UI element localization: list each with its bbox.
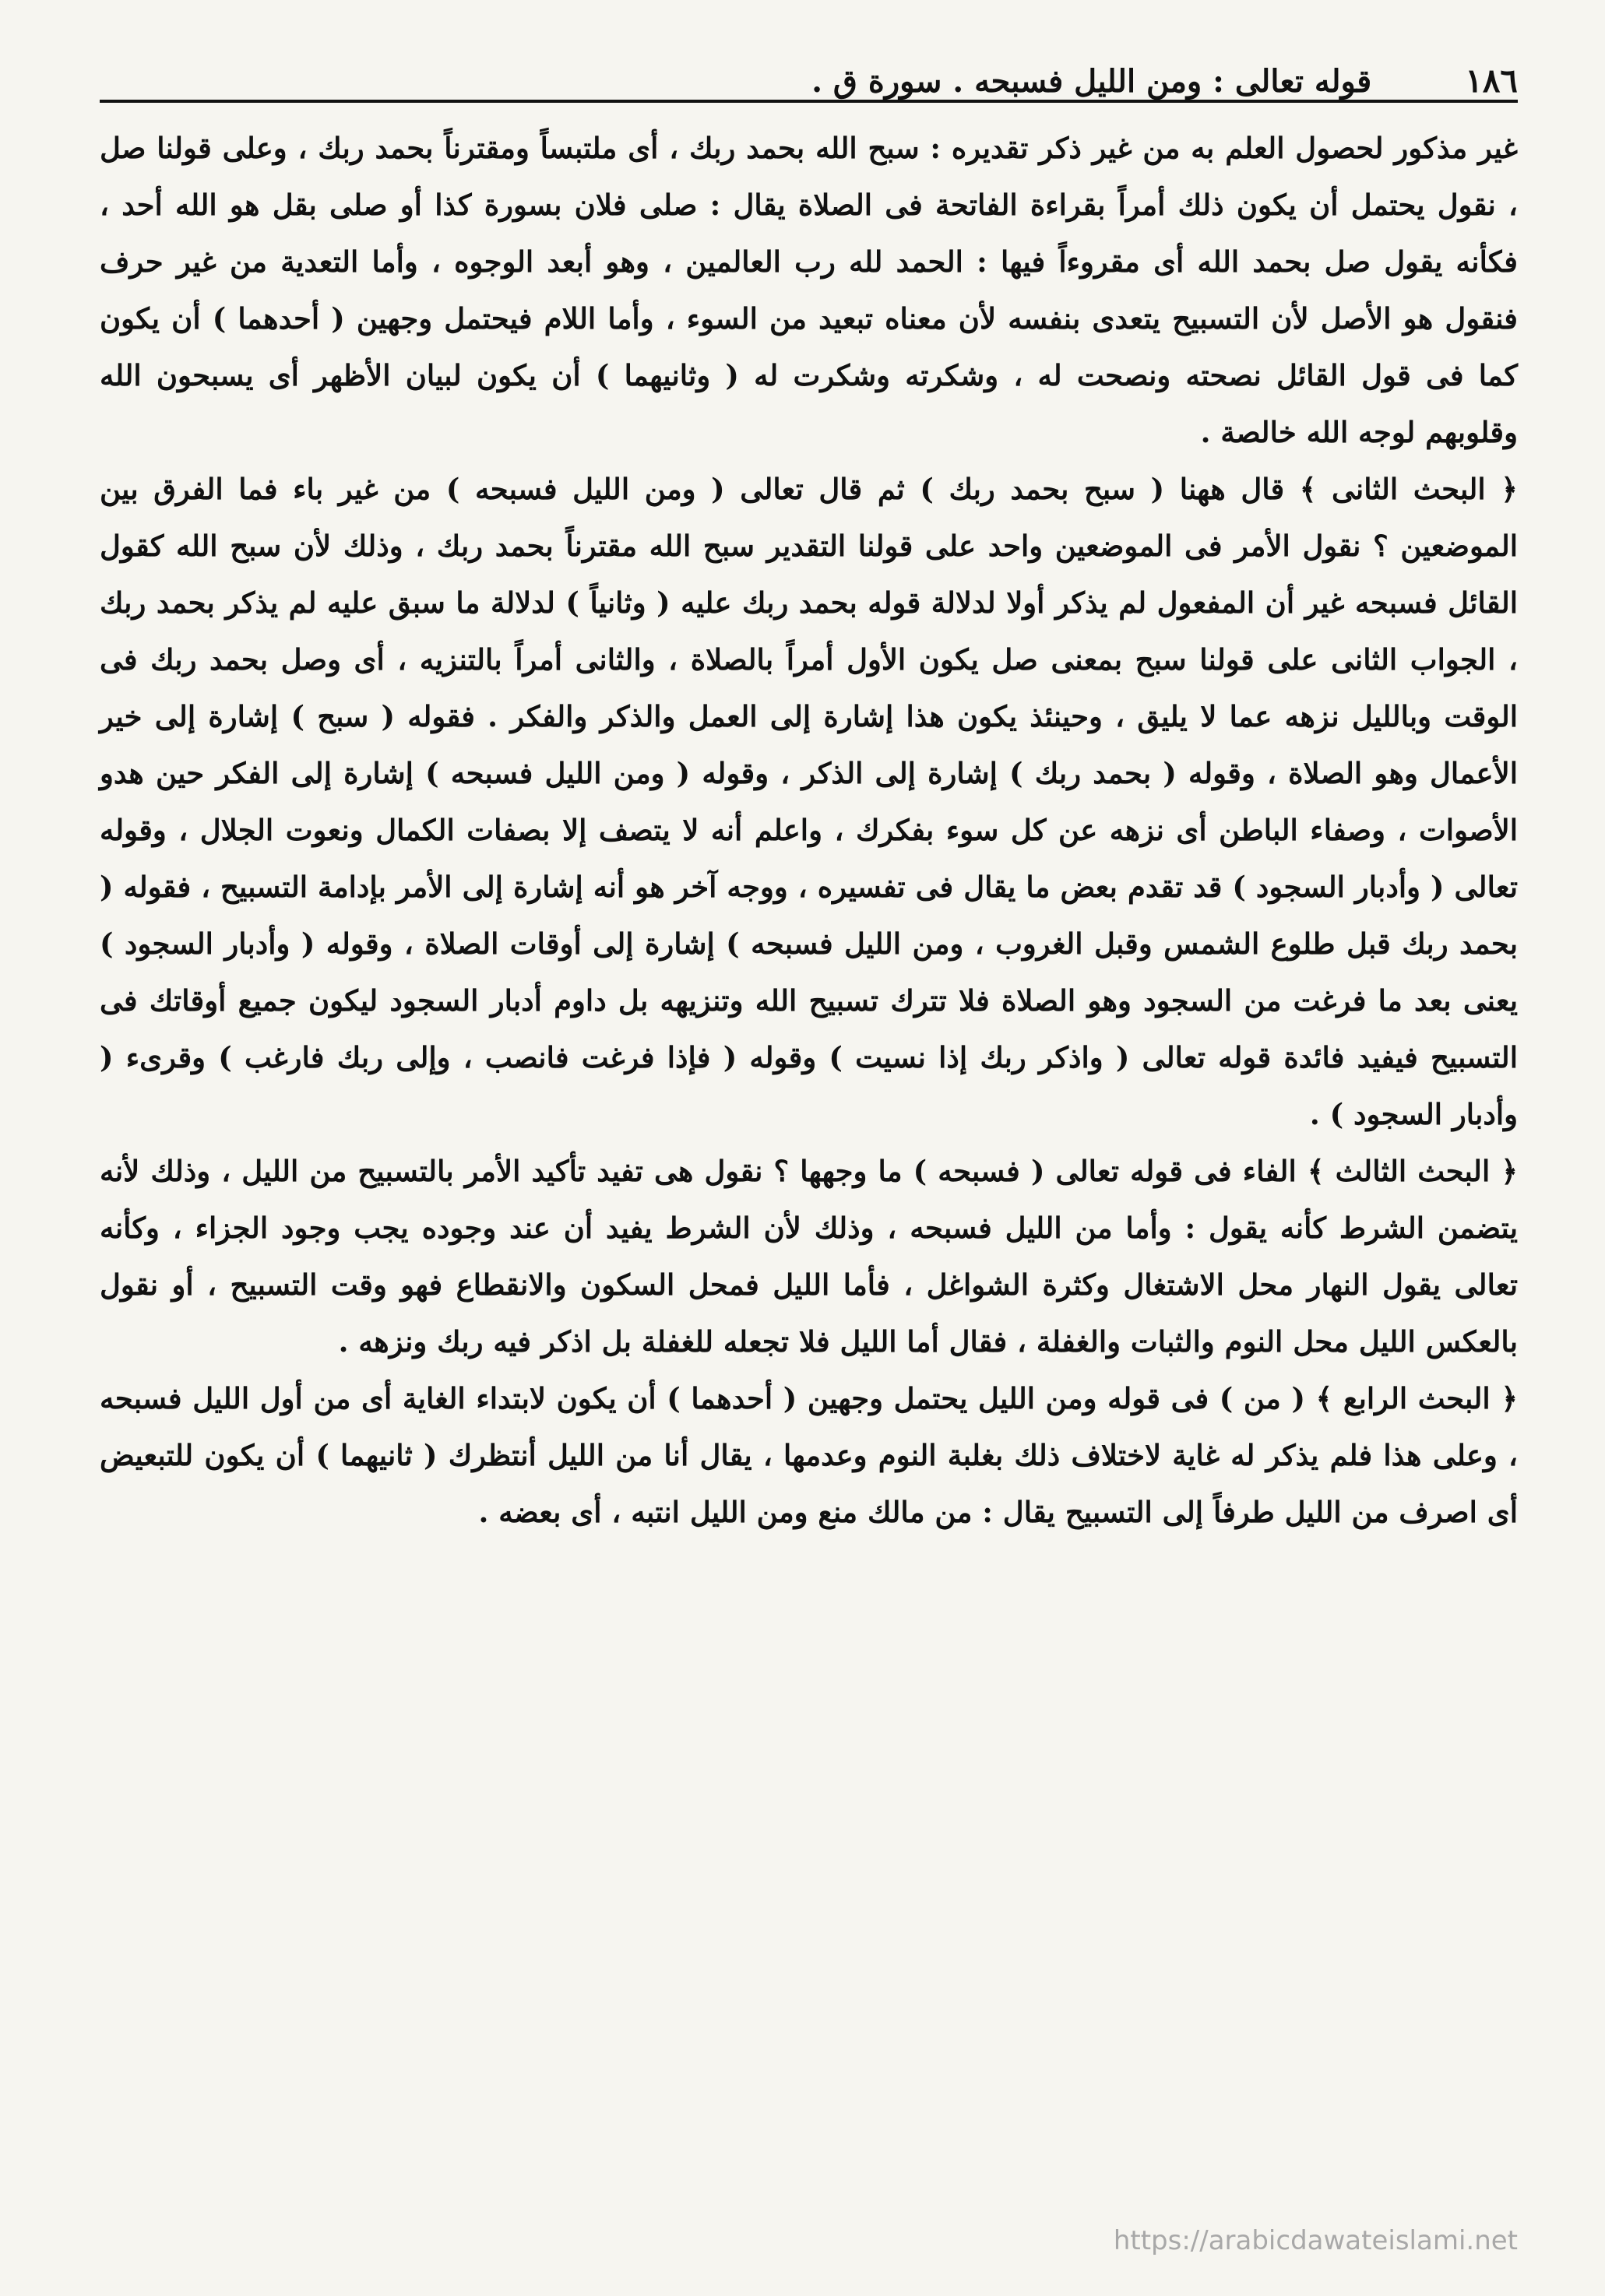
paragraph-2: ﴿ البحث الثانى ﴾ قال ههنا ( سبح بحمد ربك ) ثم قال تعالى ( ومن الليل فسبحه ) من غير باء فما الفرق بين الموضعين ؟ نقول الأمر فى الموضعين واحد على قولنا التقدير سبح الله مقترناً بحمد ربك ، وذلك لأن سبح الله كقول القائل فسبحه غير أن المفعول لم يذكر أولا لدلالة قوله بحمد ربك عليه ( وثانياً ) لدلالة ما سبق عليه لم يذكر بحمد ربك ، الجواب الثانى على قولنا سبح بمعنى صل يكون الأول أمراً بالصلاة ، والثانى أمراً بالتنزيه ، أى وصل بحمد ربك فى الوقت وبالليل نزهه عما لا يليق ، وحينئذ يكون هذا إشارة إلى العمل والذكر والفكر . فقوله ( سبح ) إشارة إلى خير الأعمال وهو الصلاة ، وقوله ( بحمد ربك ) إشارة إلى الذكر ، وقوله ( ومن الليل فسبحه ) إشارة إلى الفكر حين هدو الأصوات ، وصفاء الباطن أى نزهه عن كل سوء بفكرك ، واعلم أنه لا يتصف إلا بصفات الكمال ونعوت الجلال ، وقوله تعالى ( وأدبار السجود ) قد تقدم بعض ما يقال فى تفسيره ، ووجه آخر هو أنه إشارة إلى الأمر بإدامة التسبيح ، فقوله ( بحمد ربك قبل طلوع الشمس وقبل الغروب ، ومن الليل فسبحه ) إشارة إلى أوقات الصلاة ، وقوله ( وأدبار السجود ) يعنى بعد ما فرغت من السجود وهو الصلاة فلا تترك تسبيح الله وتنزيهه بل داوم أدبار السجود ليكون جميع أوقاتك فى التسبيح فيفيد فائدة قوله تعالى ( واذكر ربك إذا نسيت ) وقوله ( فإذا فرغت فانصب ، وإلى ربك فارغب ) وقرىء ( وأدبار السجود ) .: [100, 472, 1519, 1131]
page-header: [100, 33, 1518, 100]
paragraph-3: ﴿ البحث الثالث ﴾ الفاء فى قوله تعالى ( فسبحه ) ما وجهها ؟ نقول هى تفيد تأكيد الأمر بالتسبيح من الليل ، وذلك لأنه يتضمن الشرط كأنه يقول : وأما من الليل فسبحه ، وذلك لأن الشرط يفيد أن عند وجوده يجب وجود الجزاء ، وكأنه تعالى يقول النهار محل الاشتغال وكثرة الشواغل ، فأما الليل فمحل السكون والانقطاع فهو وقت التسبيح ، أو نقول بالعكس الليل محل النوم والثبات والغفلة ، فقال أما الليل فلا تجعله للغفلة بل اذكر فيه ربك ونزهه .: [100, 1154, 1518, 1359]
paragraph-1: غير مذكور لحصول العلم به من غير ذكر تقديره : سبح الله بحمد ربك ، أى ملتبساً ومقترناً بحمد ربك ، وعلى قولنا صل ، نقول يحتمل أن يكون ذلك أمراً بقراءة الفاتحة فى الصلاة يقال : صلى فلان بسورة كذا أو صلى بقل هو الله أحد ، فكأنه يقول صل بحمد الله أى مقروءاً فيها : الحمد لله رب العالمين ، وهو أبعد الوجوه ، وأما التعدية من غير حرف فنقول هو الأصل لأن التسبيح يتعدى بنفسه لأن معناه تبعيد من السوء ، وأما اللام فيحتمل وجهين ( أحدهما ) أن يكون كما فى قول القائل نصحته ونصحت له ، وشكرته وشكرت له ( وثانيهما ) أن يكون لبيان الأظهر أى يسبحون الله وقلوبهم لوجه الله خالصة .: [100, 131, 1518, 449]
page-number: ١٨٦: [1465, 62, 1518, 100]
source-watermark: https://arabicdawateislami.net: [1113, 2225, 1518, 2256]
body-text: [100, 120, 1518, 1541]
header-rule: [100, 100, 1518, 103]
paragraph-4: ﴿ البحث الرابع ﴾ ( من ) فى قوله ومن الليل يحتمل وجهين ( أحدهما ) أن يكون لابتداء الغاية أى من أول الليل فسبحه ، وعلى هذا فلم يذكر له غاية لاختلاف ذلك بغلبة النوم وعدمها ، يقال أنا من الليل أنتظرك ( ثانيهما ) أن يكون للتبعيض أى اصرف من الليل طرفاً إلى التسبيح يقال : من مالك منع ومن الليل انتبه ، أى بعضه .: [100, 1381, 1518, 1529]
running-title: قوله تعالى : ومن الليل فسبحه . سورة ق .: [811, 63, 1372, 100]
